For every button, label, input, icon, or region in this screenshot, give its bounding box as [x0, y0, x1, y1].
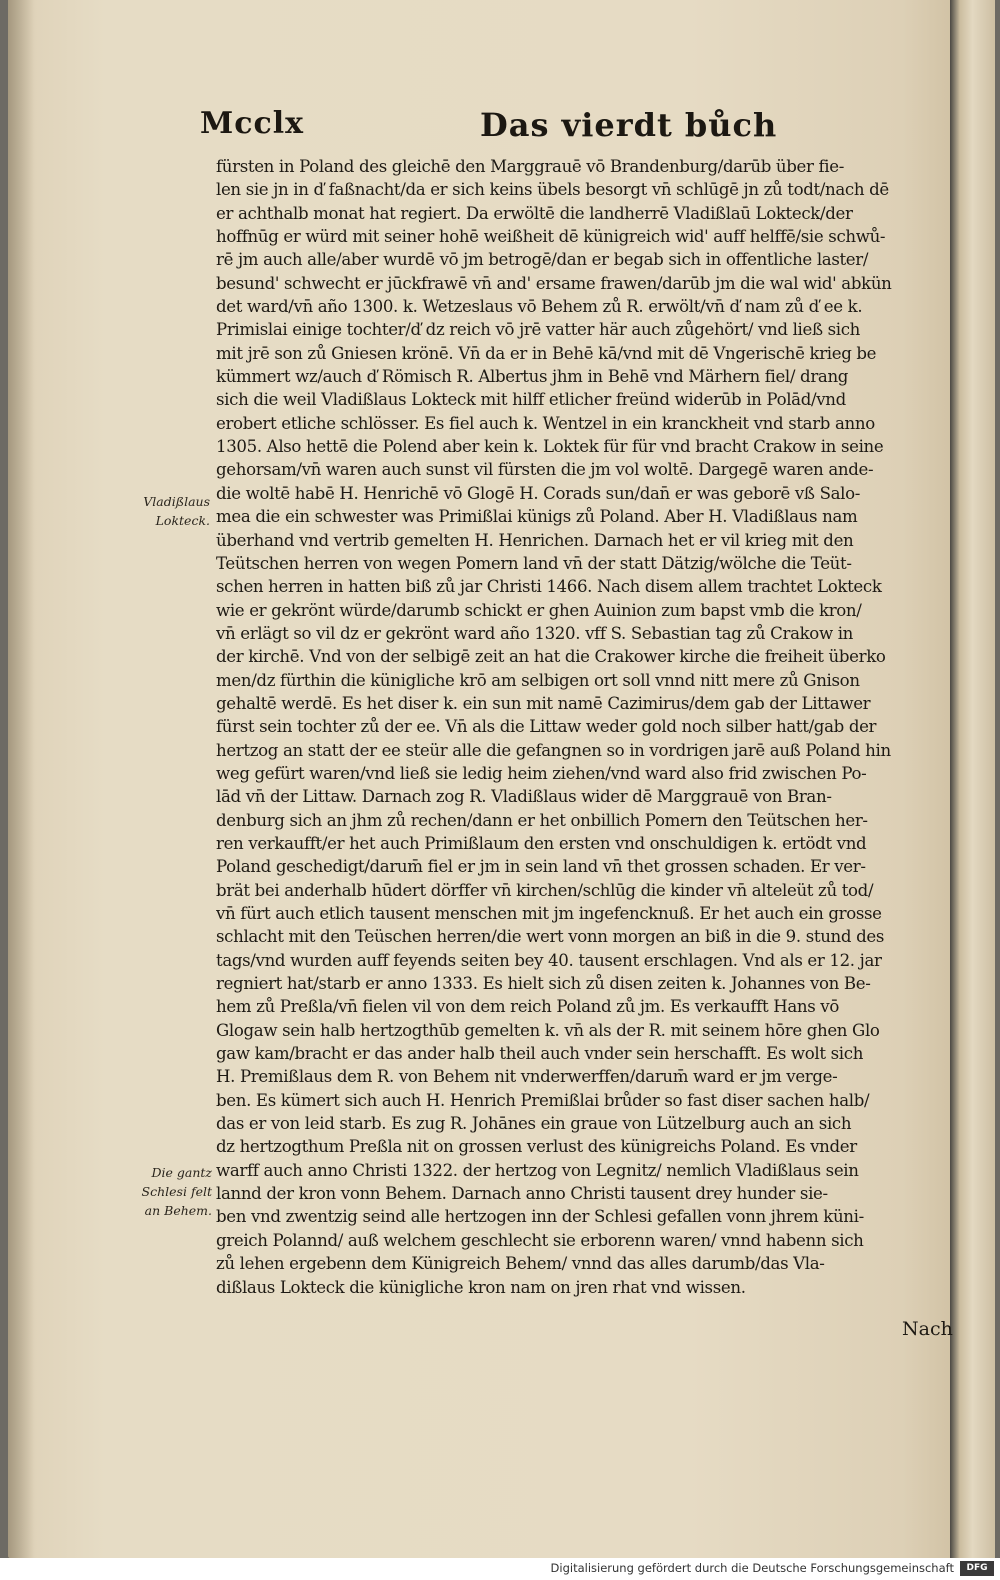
marginal-line: an Behem. [144, 1203, 212, 1218]
text-line: überhand vnd vertrib gemelten H. Henrichen. Darnach het er vil krieg mit den [216, 530, 854, 550]
text-line: Primislai einige tochter/ď dz reich vō jrē vatter här auch zůgehört/ vnd ließ sich [216, 320, 861, 340]
text-line: vn̄ erlägt so vil dz er gekrönt ward año 1320. vff S. Sebastian tag zů Crakow in [216, 623, 854, 643]
text-line: gehorsam/vn̄ waren auch sunst vil fürsten die jm vol woltē. Dargegē waren ande- [216, 460, 874, 480]
page-header [200, 106, 960, 156]
text-line: fürst sein tochter zů der ee. Vn̄ als die Littaw weder gold noch silber hatt/gab der [216, 717, 877, 737]
text-line: dißlaus Lokteck die künigliche kron nam on jren rhat vnd wissen. [216, 1277, 746, 1297]
marginal-note-vladislaus [110, 492, 210, 530]
text-line: hem zů Preßla/vn̄ fielen vil von dem reich Poland zů jm. Es verkaufft Hans vō [216, 997, 839, 1017]
text-line: erobert etliche schlösser. Es fiel auch k. Wentzel in ein kranckheit vnd starb anno [216, 413, 875, 433]
footer-bar [0, 1558, 1000, 1580]
text-line: ben. Es kümert sich auch H. Henrich Premißlai brůder so fast diser sachen halb/ [216, 1090, 870, 1110]
marginal-line: Vladißlaus [143, 494, 210, 509]
text-line: ren verkaufft/er het auch Primißlaum den ersten vnd onschuldigen k. ertödt vnd [216, 833, 867, 853]
catchword: Nach [902, 1318, 953, 1340]
marginal-line: Lokteck. [155, 513, 210, 528]
text-line: lannd der kron vonn Behem. Darnach anno Christi tausent drey hunder sie- [216, 1184, 828, 1204]
text-line: denburg sich an jhm zů rechen/dann er het onbillich Pomern den Teütschen her- [216, 810, 868, 830]
text-line: die woltē habē H. Henrichē vō Glogē H. Corads sun/dan̄ er was geborē vß Salo- [216, 483, 861, 503]
text-line: mit jrē son zů Gniesen krönē. Vn̄ da er in Behē kā/vnd mit dē Vngerischē krieg be [216, 343, 877, 363]
text-line: besund' schwecht er jūckfrawē vn̄ and' ersame frawen/darūb jm die wal wid' abkün [216, 273, 892, 293]
dfg-logo: DFG [960, 1561, 994, 1576]
text-line: schlacht mit den Teüschen herren/die wert vonn morgen an biß in die 9. stund des [216, 927, 884, 947]
text-line: fürsten in Poland des gleichē den Marggrauē vō Brandenburg/darūb über fie- [216, 157, 844, 176]
folio-number: Mcclx [200, 106, 305, 141]
text-line: er achthalb monat hat regiert. Da erwöltē die landherrē Vladißlaū Lokteck/der [216, 203, 853, 223]
text-line: Poland geschedigt/darum̄ fiel er jm in sein land vn̄ thet grossen schaden. Er ver- [216, 857, 866, 877]
text-line: det ward/vn̄ año 1300. k. Wetzeslaus vō Behem zů R. erwölt/vn̄ ď nam zů ď ee k. [216, 297, 863, 317]
text-line: der kirchē. Vnd von der selbigē zeit an hat die Crakower kirche die freiheit überko [216, 647, 886, 667]
text-line: vn̄ fürt auch etlich tausent menschen mit jm ingefencknuß. Er het auch ein grosse [216, 904, 882, 923]
text-line: das er von leid starb. Es zug R. Johānes ein graue von Lützelburg auch an sich [216, 1114, 852, 1134]
text-line: 1305. Also hettē die Polend aber kein k. Loktek für für vnd bracht Crakow in seine [216, 437, 884, 457]
text-line: greich Polannd/ auß welchem geschlecht sie erborenn waren/ vnnd habenn sich [216, 1230, 864, 1250]
text-line: gehaltē werdē. Es het diser k. ein sun mit namē Cazimirus/dem gab der Littawer [216, 693, 871, 713]
marginal-line: Die gantz [151, 1165, 212, 1180]
marginal-line: Schlesi felt [141, 1184, 212, 1199]
text-line: weg gefürt waren/vnd ließ sie ledig heim ziehen/vnd ward also frid zwischen Po- [216, 763, 867, 783]
text-line: warff auch anno Christi 1322. der hertzog von Legnitz/ nemlich Vladißlaus sein [216, 1160, 859, 1180]
footer-credit: Digitalisierung gefördert durch die Deutsche Forschungsgemeinschaft [550, 1561, 954, 1575]
text-line: regniert hat/starb er anno 1333. Es hielt sich zů disen zeiten k. Johannes von Be- [216, 974, 871, 994]
body-text [216, 155, 960, 1299]
running-title: Das vierdt bůch [480, 106, 778, 144]
text-line: H. Premißlaus dem R. von Behem nit vnderwerffen/darum̄ ward er jm verge- [216, 1067, 838, 1087]
text-line: brät bei anderhalb hūdert dörffer vn̄ kirchen/schlūg die kinder vn̄ alteleüt zů tod/ [216, 880, 874, 900]
text-line: len sie jn in ď faßnacht/da er sich keins übels besorgt vn̄ schlūgē jn zů todt/nach dē [216, 180, 889, 200]
text-line: mea die ein schwester was Primißlai künigs zů Poland. Aber H. Vladißlaus nam [216, 507, 858, 527]
text-line: Teütschen herren von wegen Pomern land vn̄ der statt Dätzig/wölche die Teüt- [216, 553, 852, 573]
text-line: hertzog an statt der ee steür alle die gefangnen so in vordrigen jarē auß Poland hin [216, 740, 891, 760]
text-line: wie er gekrönt würde/darumb schickt er ghen Auinion zum bapst vmb die kron/ [216, 600, 862, 620]
text-line: tags/vnd wurden auff feyends seiten bey 40. tausent erschlagen. Vnd als er 12. jar [216, 950, 882, 970]
text-line: schen herren in hatten biß zů jar Christi 1466. Nach disem allem trachtet Lokteck [216, 577, 882, 597]
text-line: gaw kam/bracht er das ander halb theil auch vnder sein herschafft. Es wolt sich [216, 1044, 864, 1064]
text-line: sich die weil Vladißlaus Lokteck mit hilff etlicher freünd widerūb in Polād/vnd [216, 390, 846, 410]
text-line: Glogaw sein halb hertzogthūb gemelten k. vn̄ als der R. mit seinem hōre ghen Glo [216, 1020, 880, 1040]
text-line: kümmert wz/auch ď Römisch R. Albertus jhm in Behē vnd Märhern fiel/ drang [216, 367, 849, 387]
text-line: ben vnd zwentzig seind alle hertzogen inn der Schlesi gefallen vonn jhrem küni- [216, 1207, 864, 1227]
binding-shadow [8, 0, 34, 1558]
marginal-note-schlesi [112, 1163, 212, 1220]
text-line: dz hertzogthum Preßla nit on grossen verlust des künigreichs Poland. Es vnder [216, 1137, 857, 1157]
text-line: hoffnūg er würd mit seiner hohē weißheit dē künigreich wid' auff helffē/sie schwů- [216, 227, 886, 247]
text-line: lād vn̄ der Littaw. Darnach zog R. Vladißlaus wider dē Marggrauē von Bran- [216, 787, 832, 807]
text-line: zů lehen ergebenn dem Künigreich Behem/ vnnd das alles darumb/das Vla- [216, 1254, 825, 1274]
text-line: men/dz fürthin die künigliche krō am selbigen ort soll vnnd nitt mere zů Gnison [216, 670, 860, 690]
text-line: rē jm auch alle/aber wurdē vō jm betrogē/dan er begab sich in offentliche laster/ [216, 250, 869, 270]
